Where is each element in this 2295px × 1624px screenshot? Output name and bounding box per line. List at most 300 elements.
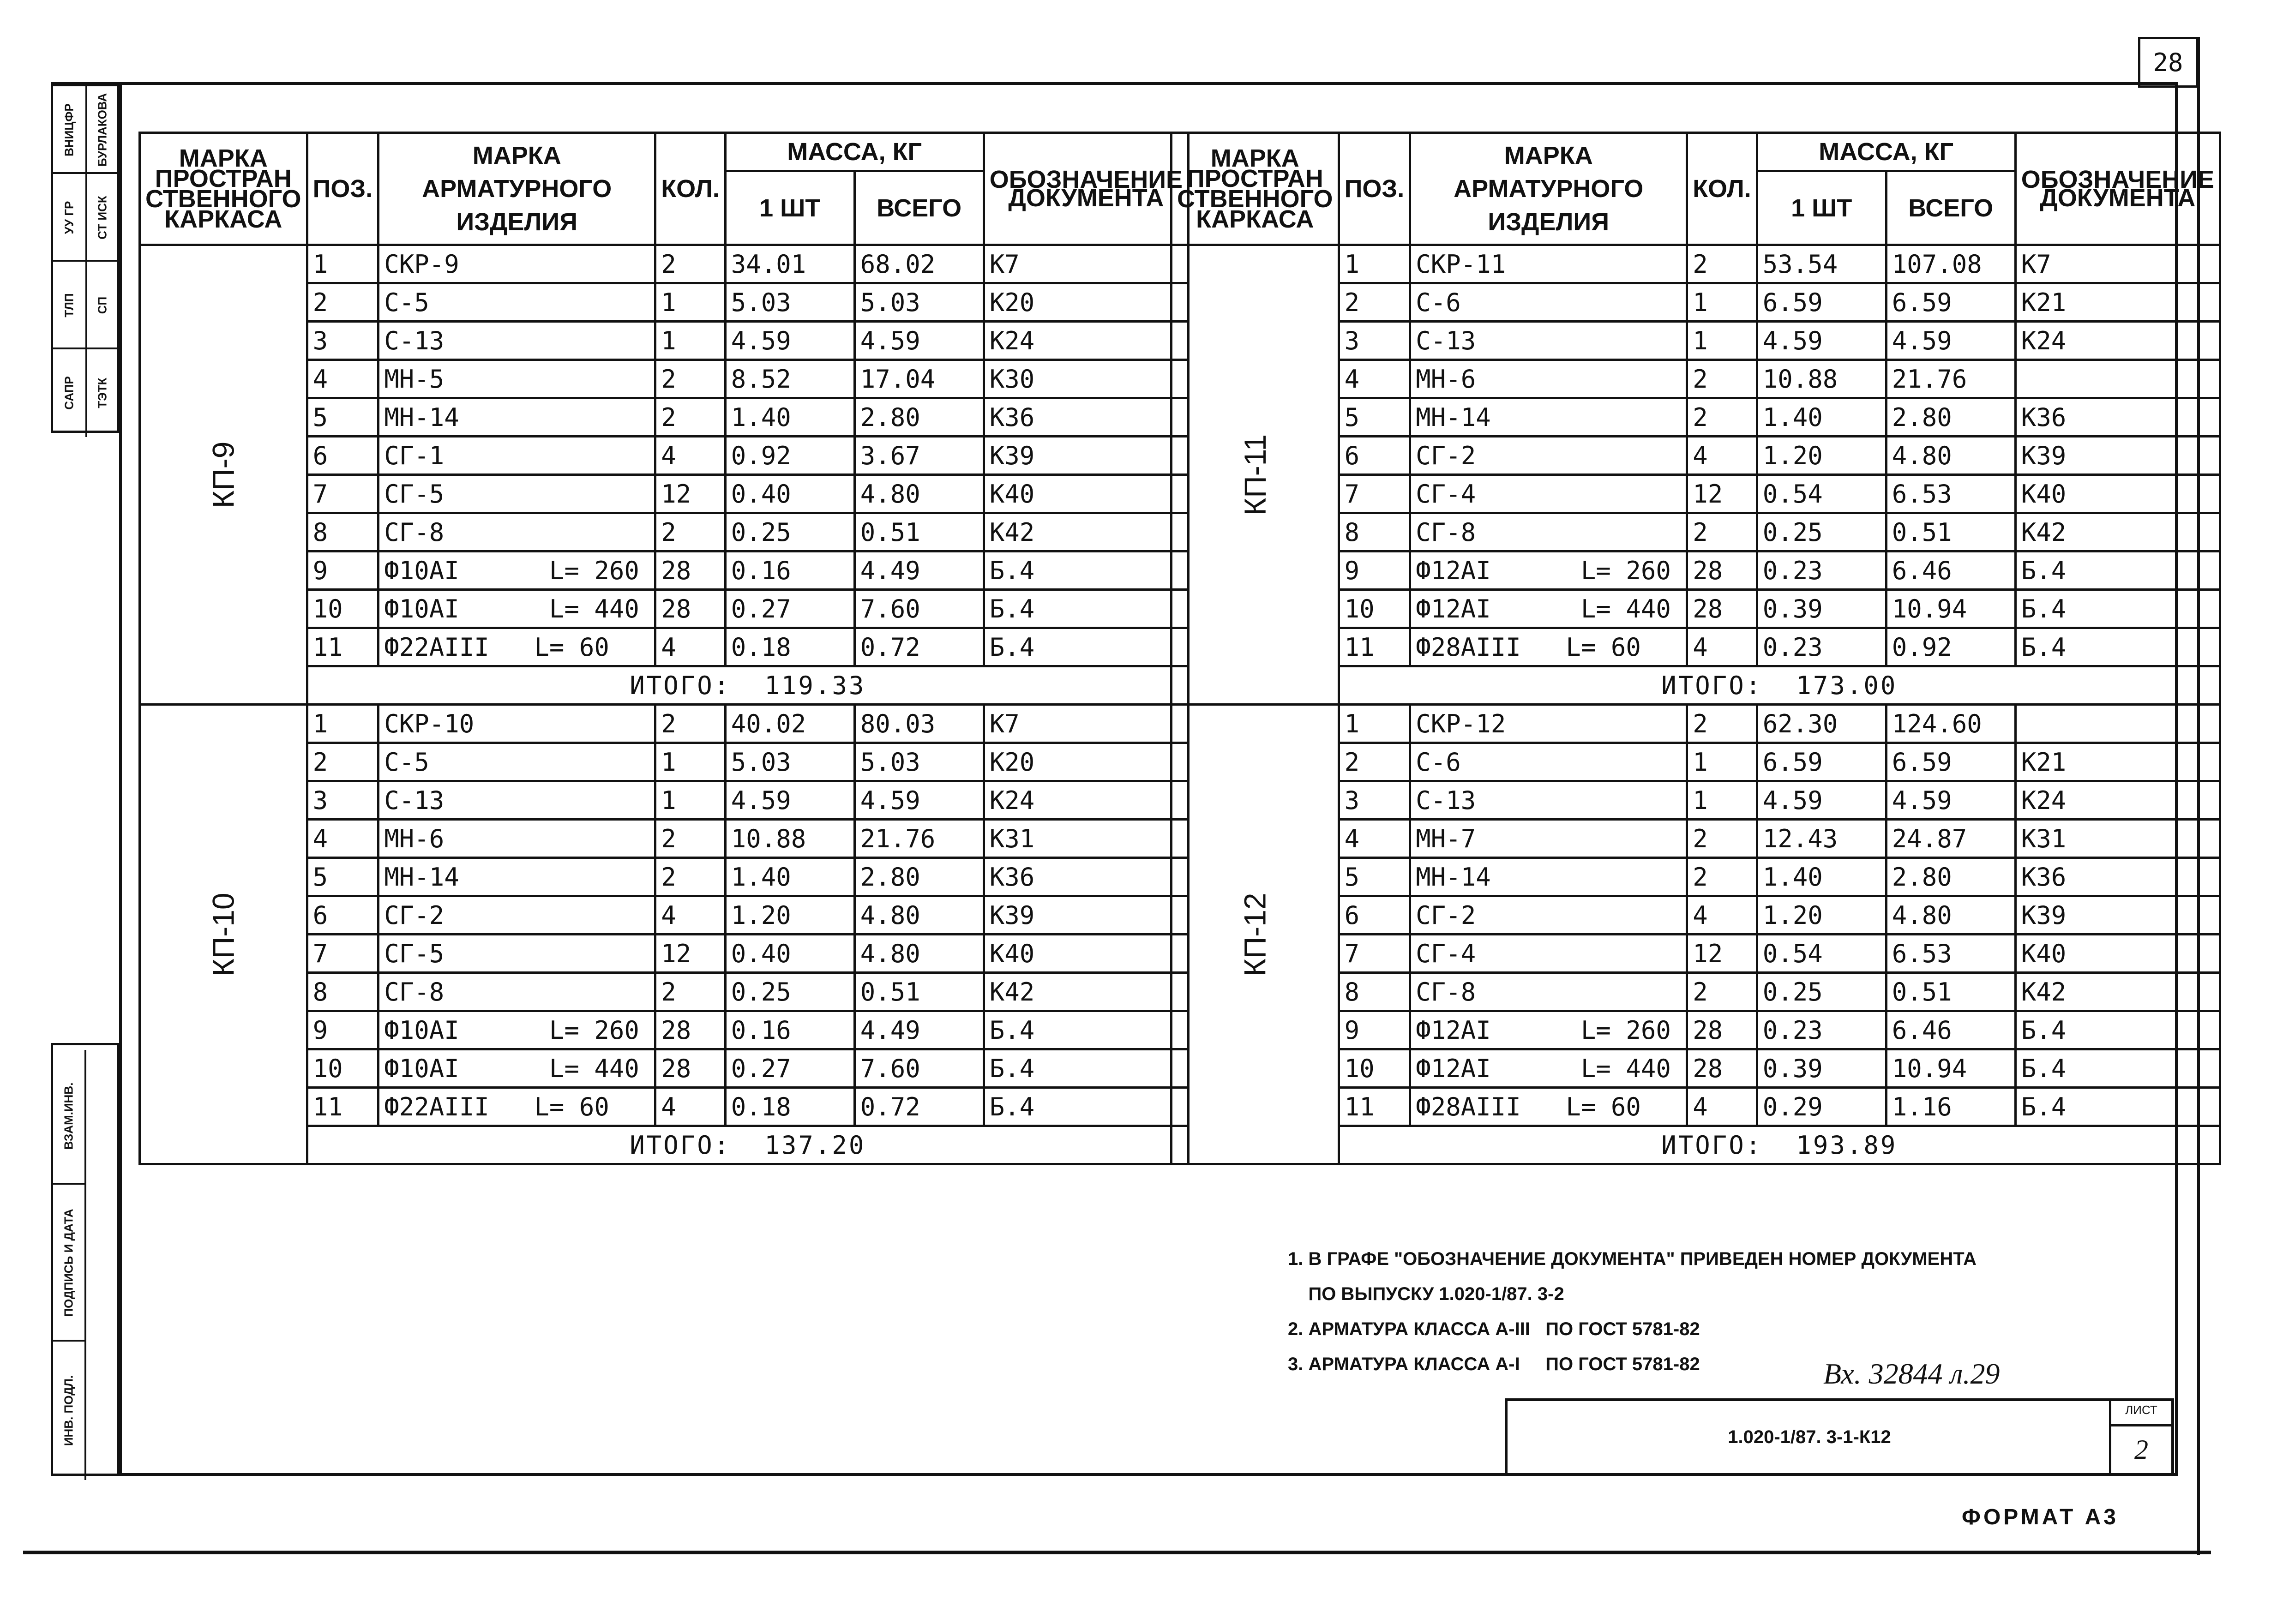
- doc-cell: К31: [984, 820, 1188, 858]
- mass-total-cell: 21.76: [1886, 360, 2015, 398]
- poz-cell: 5: [307, 858, 378, 896]
- poz-cell: 4: [307, 360, 378, 398]
- poz-cell: 3: [307, 781, 378, 820]
- strip-cell: [53, 1183, 86, 1342]
- doc-cell: Б.4: [2015, 1011, 2220, 1049]
- kol-cell: 12: [655, 935, 726, 973]
- kol-cell: 1: [1687, 322, 1757, 360]
- mass-one-cell: 4.59: [725, 322, 854, 360]
- marka-cell: СГ-2: [1410, 896, 1687, 935]
- poz-cell: 7: [1339, 475, 1410, 513]
- mass-total-cell: 4.59: [1886, 322, 2015, 360]
- marka-cell: СГ-8: [1410, 513, 1687, 551]
- handwritten-note: Вх. 32844 л.29: [1823, 1357, 2000, 1390]
- doc-cell: К7: [2015, 245, 2220, 283]
- mass-one-cell: 0.39: [1757, 1049, 1886, 1088]
- kol-cell: 28: [1687, 1011, 1757, 1049]
- poz-cell: 10: [307, 1049, 378, 1088]
- header-vsego: ВСЕГО: [854, 171, 984, 245]
- mass-total-cell: 4.59: [1886, 781, 2015, 820]
- doc-cell: К21: [2015, 743, 2220, 781]
- kol-cell: 1: [1687, 781, 1757, 820]
- mass-total-cell: 1.16: [1886, 1088, 2015, 1126]
- kol-cell: 2: [655, 398, 726, 437]
- marka-cell: Ф28АIII L= 60: [1410, 1088, 1687, 1126]
- note-1: 1. В ГРАФЕ "ОБОЗНАЧЕНИЕ ДОКУМЕНТА" ПРИВЕДЕН НОМЕР ДОКУМЕНТА: [1288, 1249, 1977, 1269]
- doc-cell: Б.4: [2015, 551, 2220, 590]
- group-label: КП-10: [206, 892, 240, 977]
- strip-label: ВНИЦФР: [62, 103, 76, 156]
- kol-cell: 28: [655, 590, 726, 628]
- strip-cell: [86, 348, 119, 437]
- mass-one-cell: 0.16: [725, 1011, 854, 1049]
- strip-label: САПР: [62, 376, 76, 410]
- mass-total-cell: 4.80: [854, 475, 984, 513]
- mass-one-cell: 1.40: [725, 398, 854, 437]
- doc-cell: К40: [2015, 475, 2220, 513]
- mass-total-cell: 4.49: [854, 551, 984, 590]
- strip-label: ТЛП: [62, 293, 76, 318]
- poz-cell: 9: [307, 551, 378, 590]
- marka-cell: Ф10АI L= 440: [378, 590, 655, 628]
- marka-cell: МН-7: [1410, 820, 1687, 858]
- marka-cell: Ф12АI L= 440: [1410, 1049, 1687, 1088]
- poz-cell: 7: [307, 935, 378, 973]
- mass-total-cell: 6.59: [1886, 743, 2015, 781]
- marka-cell: МН-14: [378, 398, 655, 437]
- group-total: ИТОГО: 193.89: [1339, 1126, 2220, 1164]
- strip-label: УУ ГР: [62, 201, 76, 234]
- poz-cell: 9: [1339, 551, 1410, 590]
- mass-total-cell: 7.60: [854, 590, 984, 628]
- header-marka-izdeliya: МАРКА АРМАТУРНОГО ИЗДЕЛИЯ: [378, 133, 655, 245]
- doc-cell: К21: [2015, 283, 2220, 322]
- mass-one-cell: 1.20: [1757, 437, 1886, 475]
- kol-cell: 12: [1687, 935, 1757, 973]
- marka-cell: Ф10АI L= 440: [378, 1049, 655, 1088]
- note-1b: ПО ВЫПУСКУ 1.020-1/87. 3-2: [1288, 1284, 1564, 1304]
- mass-one-cell: 0.39: [1757, 590, 1886, 628]
- doc-cell: Б.4: [2015, 628, 2220, 666]
- kol-cell: 4: [1687, 1088, 1757, 1126]
- group-label-cell: [140, 705, 307, 1164]
- header-poz: ПОЗ.: [307, 133, 378, 245]
- poz-cell: 11: [307, 628, 378, 666]
- marka-cell: СКР-10: [378, 705, 655, 743]
- mass-one-cell: 4.59: [1757, 322, 1886, 360]
- kol-cell: 2: [1687, 820, 1757, 858]
- poz-cell: 7: [1339, 935, 1410, 973]
- strip-cell: [86, 172, 119, 262]
- kol-cell: 1: [655, 743, 726, 781]
- header-one: 1 ШТ: [1757, 171, 1886, 245]
- kol-cell: 2: [1687, 245, 1757, 283]
- kol-cell: 4: [1687, 896, 1757, 935]
- marka-cell: СГ-8: [378, 973, 655, 1011]
- kol-cell: 1: [1687, 743, 1757, 781]
- table-row: [1172, 245, 2220, 283]
- mass-total-cell: 6.46: [1886, 1011, 2015, 1049]
- doc-cell: [2015, 360, 2220, 398]
- doc-cell: Б.4: [984, 1011, 1188, 1049]
- poz-cell: 7: [307, 475, 378, 513]
- header-massa: МАССА, КГ: [725, 133, 984, 171]
- mass-total-cell: 0.92: [1886, 628, 2015, 666]
- kol-cell: 1: [655, 322, 726, 360]
- mass-one-cell: 62.30: [1757, 705, 1886, 743]
- page-number: 28: [2138, 37, 2198, 88]
- header-marka-izdeliya: МАРКА АРМАТУРНОГО ИЗДЕЛИЯ: [1410, 133, 1687, 245]
- poz-cell: 1: [1339, 245, 1410, 283]
- kol-cell: 4: [655, 437, 726, 475]
- strip-cell: [53, 348, 87, 437]
- poz-cell: 4: [1339, 820, 1410, 858]
- header-kol: КОЛ.: [655, 133, 726, 245]
- kol-cell: 1: [655, 781, 726, 820]
- poz-cell: 5: [1339, 858, 1410, 896]
- mass-total-cell: 2.80: [854, 858, 984, 896]
- poz-cell: 1: [307, 705, 378, 743]
- poz-cell: 4: [307, 820, 378, 858]
- kol-cell: 1: [1687, 283, 1757, 322]
- mass-total-cell: 0.51: [854, 513, 984, 551]
- doc-cell: К42: [2015, 973, 2220, 1011]
- doc-cell: Б.4: [984, 1088, 1188, 1126]
- doc-cell: К31: [2015, 820, 2220, 858]
- mass-total-cell: 124.60: [1886, 705, 2015, 743]
- sheet-label: ЛИСТ: [2111, 1403, 2171, 1426]
- marka-cell: С-13: [1410, 322, 1687, 360]
- poz-cell: 2: [307, 283, 378, 322]
- mass-total-cell: 6.53: [1886, 935, 2015, 973]
- poz-cell: 3: [307, 322, 378, 360]
- mass-total-cell: 80.03: [854, 705, 984, 743]
- table-row: [140, 245, 1189, 283]
- marka-cell: Ф28АIII L= 60: [1410, 628, 1687, 666]
- poz-cell: 1: [1339, 705, 1410, 743]
- marka-cell: С-5: [378, 283, 655, 322]
- marka-cell: СГ-4: [1410, 935, 1687, 973]
- poz-cell: 11: [307, 1088, 378, 1126]
- mass-one-cell: 34.01: [725, 245, 854, 283]
- strip-cell: [53, 172, 87, 262]
- marka-cell: СКР-9: [378, 245, 655, 283]
- strip-label: ТЭТК: [95, 378, 109, 408]
- mass-total-cell: 107.08: [1886, 245, 2015, 283]
- mass-total-cell: 2.80: [1886, 858, 2015, 896]
- poz-cell: 2: [1339, 743, 1410, 781]
- mass-one-cell: 0.23: [1757, 551, 1886, 590]
- poz-cell: 5: [1339, 398, 1410, 437]
- header-one: 1 ШТ: [725, 171, 854, 245]
- mass-one-cell: 0.40: [725, 935, 854, 973]
- mass-one-cell: 1.40: [1757, 858, 1886, 896]
- mass-one-cell: 0.25: [725, 973, 854, 1011]
- doc-cell: К40: [984, 935, 1188, 973]
- mass-one-cell: 0.29: [1757, 1088, 1886, 1126]
- marka-cell: СКР-12: [1410, 705, 1687, 743]
- note-3: 3. АРМАТУРА КЛАССА А-I ПО ГОСТ 5781-82: [1288, 1354, 1700, 1374]
- header-oboznachenie: ОБОЗНАЧЕНИЕ ДОКУМЕНТА: [2015, 133, 2220, 245]
- kol-cell: 2: [655, 245, 726, 283]
- marka-cell: Ф12АI L= 260: [1410, 1011, 1687, 1049]
- marka-cell: С-6: [1410, 743, 1687, 781]
- kol-cell: 28: [655, 551, 726, 590]
- mass-one-cell: 0.23: [1757, 628, 1886, 666]
- mass-total-cell: 0.51: [1886, 973, 2015, 1011]
- doc-cell: К36: [984, 398, 1188, 437]
- strip-label: ВЗАМ.ИНВ.: [61, 1082, 76, 1150]
- poz-cell: 4: [1339, 360, 1410, 398]
- poz-cell: 2: [1339, 283, 1410, 322]
- mass-total-cell: 10.94: [1886, 1049, 2015, 1088]
- mass-total-cell: 10.94: [1886, 590, 2015, 628]
- strip-cell: [53, 1050, 86, 1183]
- doc-cell: К42: [984, 973, 1188, 1011]
- mass-one-cell: 0.18: [725, 1088, 854, 1126]
- marka-cell: Ф10АI L= 260: [378, 551, 655, 590]
- marka-cell: СГ-4: [1410, 475, 1687, 513]
- marka-cell: Ф12АI L= 260: [1410, 551, 1687, 590]
- marka-cell: Ф22АIII L= 60: [378, 628, 655, 666]
- kol-cell: 2: [1687, 858, 1757, 896]
- kol-cell: 1: [655, 283, 726, 322]
- mass-one-cell: 0.54: [1757, 475, 1886, 513]
- marka-cell: МН-6: [378, 820, 655, 858]
- group-label-cell: [140, 245, 307, 705]
- strip-cell: [86, 260, 119, 349]
- poz-cell: 8: [1339, 973, 1410, 1011]
- strip-cell: [86, 84, 119, 174]
- doc-cell: К30: [984, 360, 1188, 398]
- doc-cell: К36: [2015, 398, 2220, 437]
- marka-cell: С-13: [1410, 781, 1687, 820]
- poz-cell: 6: [1339, 896, 1410, 935]
- poz-cell: 10: [307, 590, 378, 628]
- doc-cell: К42: [2015, 513, 2220, 551]
- doc-cell: Б.4: [984, 551, 1188, 590]
- mass-total-cell: 4.80: [1886, 437, 2015, 475]
- doc-cell: Б.4: [2015, 1049, 2220, 1088]
- doc-cell: К36: [2015, 858, 2220, 896]
- poz-cell: 9: [1339, 1011, 1410, 1049]
- mass-one-cell: 0.54: [1757, 935, 1886, 973]
- mass-total-cell: 24.87: [1886, 820, 2015, 858]
- marka-cell: Ф22АIII L= 60: [378, 1088, 655, 1126]
- marka-cell: СГ-5: [378, 475, 655, 513]
- mass-total-cell: 3.67: [854, 437, 984, 475]
- poz-cell: 10: [1339, 590, 1410, 628]
- mass-one-cell: 40.02: [725, 705, 854, 743]
- doc-cell: К36: [984, 858, 1188, 896]
- header-marka-karkasa: МАРКА ПРОСТРАН СТВЕННОГО КАРКАСА: [140, 133, 307, 245]
- marka-cell: Ф12АI L= 440: [1410, 590, 1687, 628]
- poz-cell: 8: [307, 513, 378, 551]
- doc-cell: К20: [984, 743, 1188, 781]
- mass-one-cell: 1.40: [725, 858, 854, 896]
- poz-cell: 11: [1339, 628, 1410, 666]
- group-label: КП-12: [1238, 892, 1272, 977]
- doc-cell: К7: [984, 705, 1188, 743]
- table-row: [1172, 705, 2220, 743]
- poz-cell: 9: [307, 1011, 378, 1049]
- kol-cell: 2: [655, 973, 726, 1011]
- mass-total-cell: 0.51: [1886, 513, 2015, 551]
- mass-one-cell: 0.25: [1757, 513, 1886, 551]
- mass-one-cell: 1.40: [1757, 398, 1886, 437]
- doc-cell: К39: [2015, 896, 2220, 935]
- doc-cell: К40: [2015, 935, 2220, 973]
- kol-cell: 2: [655, 858, 726, 896]
- format-label: ФОРМАТ А3: [1962, 1505, 2119, 1529]
- doc-cell: К39: [984, 437, 1188, 475]
- binding-strip-top: [51, 82, 119, 433]
- kol-cell: 12: [655, 475, 726, 513]
- strip-label: БУРЛАКОВА: [95, 93, 109, 167]
- mass-total-cell: 5.03: [854, 743, 984, 781]
- mass-total-cell: 6.53: [1886, 475, 2015, 513]
- poz-cell: 6: [307, 437, 378, 475]
- doc-cell: Б.4: [2015, 1088, 2220, 1126]
- mass-total-cell: 17.04: [854, 360, 984, 398]
- mass-total-cell: 4.49: [854, 1011, 984, 1049]
- strip-cell: [53, 260, 87, 349]
- left_table-table: [138, 132, 1190, 1165]
- strip-label: ПОДПИСЬ И ДАТА: [61, 1209, 76, 1317]
- binding-strip-bottom: [51, 1043, 119, 1476]
- mass-total-cell: 4.80: [854, 935, 984, 973]
- marka-cell: СГ-8: [1410, 973, 1687, 1011]
- doc-cell: К20: [984, 283, 1188, 322]
- group-total: ИТОГО: 173.00: [1339, 666, 2220, 705]
- mass-one-cell: 0.25: [1757, 973, 1886, 1011]
- poz-cell: 11: [1339, 1088, 1410, 1126]
- mass-one-cell: 53.54: [1757, 245, 1886, 283]
- kol-cell: 2: [1687, 973, 1757, 1011]
- strip-label: СТ ИСК: [95, 196, 109, 240]
- mass-total-cell: 5.03: [854, 283, 984, 322]
- kol-cell: 4: [655, 896, 726, 935]
- marka-cell: СКР-11: [1410, 245, 1687, 283]
- kol-cell: 2: [1687, 398, 1757, 437]
- mass-total-cell: 6.46: [1886, 551, 2015, 590]
- mass-total-cell: 0.51: [854, 973, 984, 1011]
- poz-cell: 8: [1339, 513, 1410, 551]
- doc-cell: К24: [984, 322, 1188, 360]
- mass-total-cell: 4.59: [854, 322, 984, 360]
- marka-cell: МН-6: [1410, 360, 1687, 398]
- marka-cell: С-13: [378, 781, 655, 820]
- kol-cell: 2: [1687, 360, 1757, 398]
- marka-cell: МН-5: [378, 360, 655, 398]
- doc-cell: Б.4: [984, 628, 1188, 666]
- strip-label: ИНВ. ПОДЛ.: [61, 1375, 76, 1446]
- kol-cell: 28: [1687, 590, 1757, 628]
- mass-one-cell: 1.20: [725, 896, 854, 935]
- doc-cell: К24: [984, 781, 1188, 820]
- kol-cell: 2: [655, 360, 726, 398]
- marka-cell: СГ-8: [378, 513, 655, 551]
- poz-cell: 8: [307, 973, 378, 1011]
- kol-cell: 28: [655, 1049, 726, 1088]
- kol-cell: 2: [1687, 705, 1757, 743]
- mass-one-cell: 0.27: [725, 1049, 854, 1088]
- doc-cell: К42: [984, 513, 1188, 551]
- poz-cell: 5: [307, 398, 378, 437]
- doc-cell: К39: [984, 896, 1188, 935]
- mass-one-cell: 1.20: [1757, 896, 1886, 935]
- group-label-cell: [1172, 705, 1339, 1164]
- mass-one-cell: 0.40: [725, 475, 854, 513]
- mass-one-cell: 12.43: [1757, 820, 1886, 858]
- strip-cell: [53, 84, 87, 174]
- mass-one-cell: 5.03: [725, 283, 854, 322]
- doc-cell: Б.4: [2015, 590, 2220, 628]
- bottom-frame-line: [23, 1551, 2211, 1554]
- poz-cell: 3: [1339, 322, 1410, 360]
- mass-one-cell: 4.59: [1757, 781, 1886, 820]
- doc-cell: К39: [2015, 437, 2220, 475]
- mass-total-cell: 2.80: [1886, 398, 2015, 437]
- marka-cell: СГ-1: [378, 437, 655, 475]
- mass-one-cell: 6.59: [1757, 743, 1886, 781]
- header-massa: МАССА, КГ: [1757, 133, 2015, 171]
- kol-cell: 2: [655, 820, 726, 858]
- kol-cell: 2: [655, 705, 726, 743]
- right_table-table: [1170, 132, 2221, 1165]
- strip-cell: [53, 1340, 86, 1480]
- kol-cell: 4: [1687, 437, 1757, 475]
- mass-total-cell: 4.80: [854, 896, 984, 935]
- mass-total-cell: 4.80: [1886, 896, 2015, 935]
- marka-cell: СГ-2: [378, 896, 655, 935]
- mass-total-cell: 0.72: [854, 628, 984, 666]
- mass-total-cell: 7.60: [854, 1049, 984, 1088]
- document-code: 1.020-1/87. 3-1-К12: [1728, 1426, 1891, 1447]
- header-poz: ПОЗ.: [1339, 133, 1410, 245]
- kol-cell: 2: [655, 513, 726, 551]
- strip-label: СП: [95, 296, 109, 314]
- poz-cell: 1: [307, 245, 378, 283]
- mass-one-cell: 0.25: [725, 513, 854, 551]
- marka-cell: С-13: [378, 322, 655, 360]
- mass-one-cell: 4.59: [725, 781, 854, 820]
- mass-one-cell: 8.52: [725, 360, 854, 398]
- group-label-cell: [1172, 245, 1339, 705]
- doc-cell: Б.4: [984, 590, 1188, 628]
- kol-cell: 28: [1687, 551, 1757, 590]
- kol-cell: 4: [655, 1088, 726, 1126]
- mass-one-cell: 0.92: [725, 437, 854, 475]
- note-2: 2. АРМАТУРА КЛАССА А-III ПО ГОСТ 5781-82: [1288, 1319, 1700, 1339]
- mass-total-cell: 0.72: [854, 1088, 984, 1126]
- marka-cell: МН-14: [1410, 858, 1687, 896]
- table-row: [140, 705, 1189, 743]
- doc-cell: К24: [2015, 322, 2220, 360]
- group-total: ИТОГО: 137.20: [307, 1126, 1189, 1164]
- poz-cell: 6: [1339, 437, 1410, 475]
- doc-cell: К7: [984, 245, 1188, 283]
- poz-cell: 2: [307, 743, 378, 781]
- poz-cell: 3: [1339, 781, 1410, 820]
- kol-cell: 2: [1687, 513, 1757, 551]
- marka-cell: СГ-5: [378, 935, 655, 973]
- sheet-cell: [2109, 1401, 2171, 1473]
- kol-cell: 28: [1687, 1049, 1757, 1088]
- title-block: [1505, 1398, 2174, 1476]
- header-vsego: ВСЕГО: [1886, 171, 2015, 245]
- marka-cell: МН-14: [1410, 398, 1687, 437]
